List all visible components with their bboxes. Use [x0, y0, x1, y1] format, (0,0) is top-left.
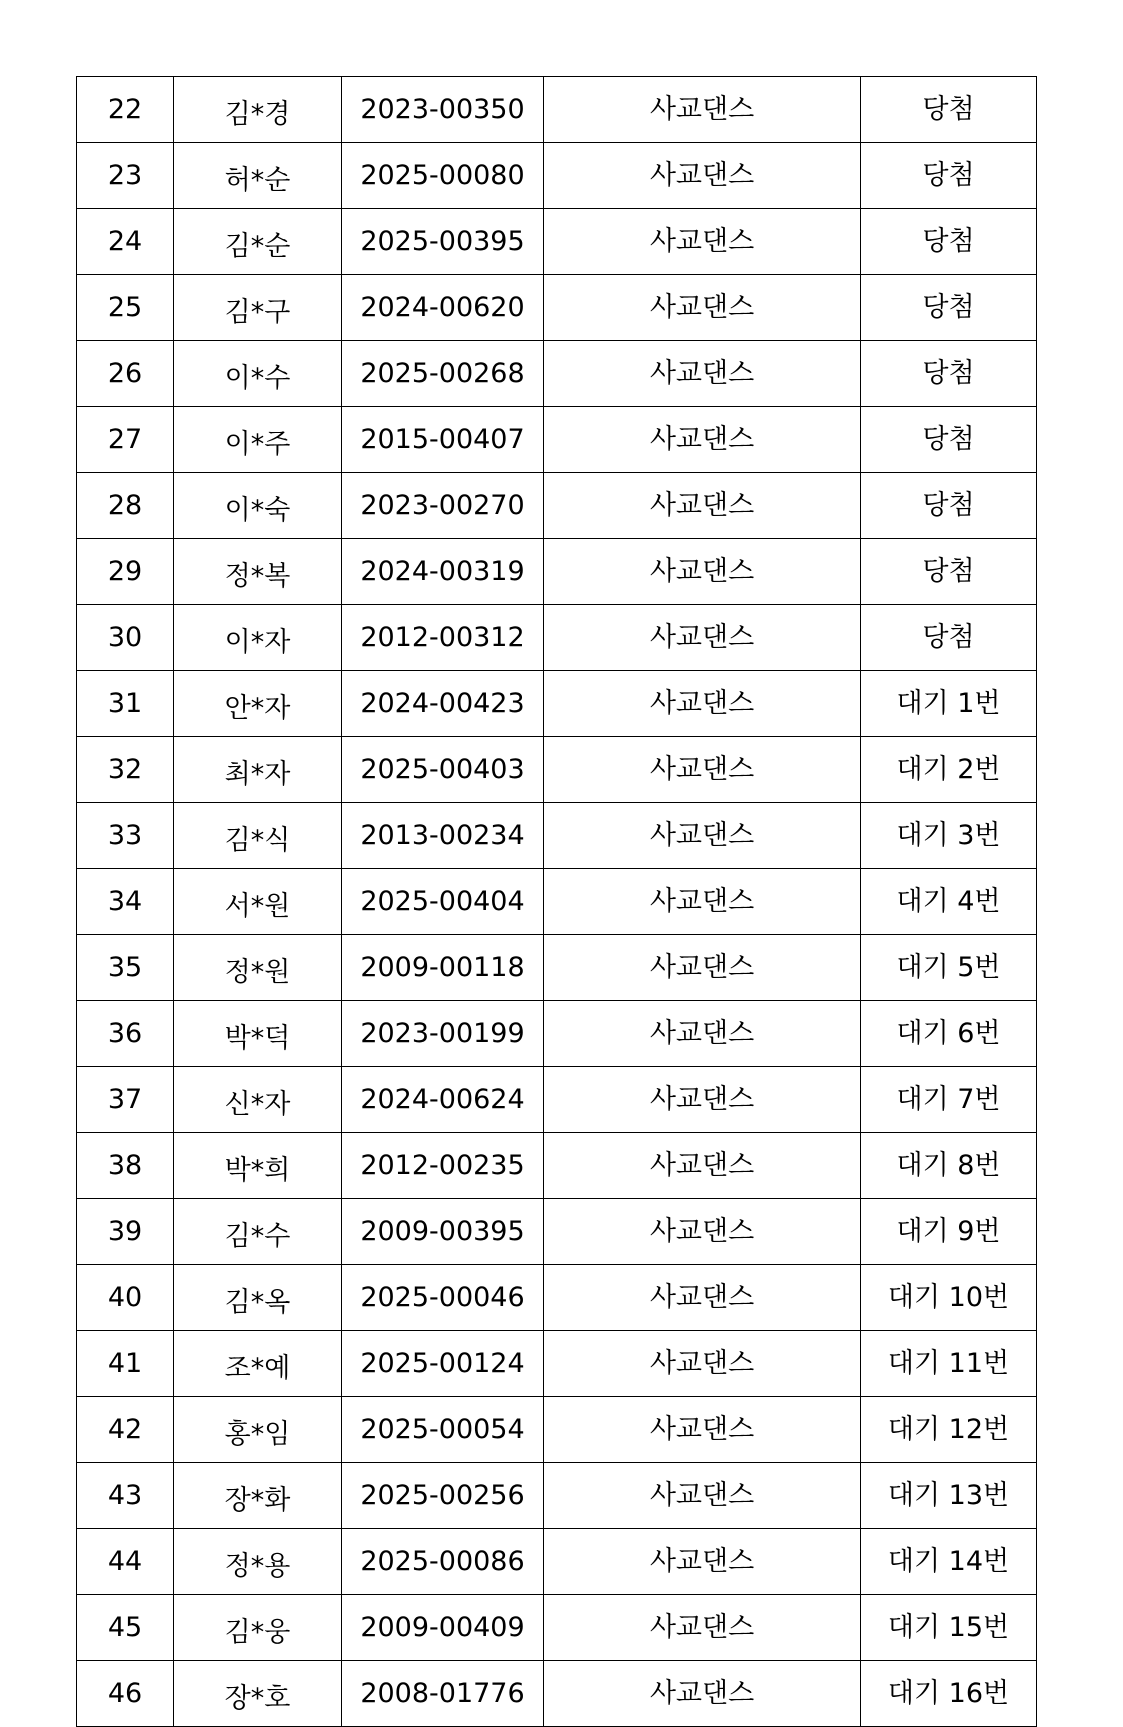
row-number-cell: 33: [77, 803, 174, 869]
result-status-cell: 당첨: [861, 473, 1037, 539]
registration-number-cell: 2013-00234: [342, 803, 544, 869]
program-name-cell: 사교댄스: [544, 539, 861, 605]
result-status-cell: 당첨: [861, 77, 1037, 143]
applicant-name-cell: 박*희: [174, 1133, 342, 1199]
row-number-cell: 38: [77, 1133, 174, 1199]
row-number-cell: 40: [77, 1265, 174, 1331]
table-row: [77, 1067, 1037, 1133]
registration-number-cell: 2025-00268: [342, 341, 544, 407]
result-status-cell: 대기 1번: [861, 671, 1037, 737]
applicant-name-cell: 허*순: [174, 143, 342, 209]
table-row: [77, 935, 1037, 1001]
program-name-cell: 사교댄스: [544, 1133, 861, 1199]
applicant-name-cell: 서*원: [174, 869, 342, 935]
table-row: [77, 143, 1037, 209]
applicant-name-cell: 장*화: [174, 1463, 342, 1529]
table-row: [77, 77, 1037, 143]
lottery-results-table: [76, 76, 1037, 1727]
program-name-cell: 사교댄스: [544, 1397, 861, 1463]
result-status-cell: 대기 6번: [861, 1001, 1037, 1067]
table-row: [77, 1661, 1037, 1727]
row-number-cell: 30: [77, 605, 174, 671]
table-row: [77, 803, 1037, 869]
program-name-cell: 사교댄스: [544, 275, 861, 341]
program-name-cell: 사교댄스: [544, 473, 861, 539]
table-row: [77, 869, 1037, 935]
program-name-cell: 사교댄스: [544, 803, 861, 869]
table-row: [77, 1133, 1037, 1199]
result-status-cell: 당첨: [861, 341, 1037, 407]
applicant-name-cell: 김*식: [174, 803, 342, 869]
applicant-name-cell: 박*덕: [174, 1001, 342, 1067]
program-name-cell: 사교댄스: [544, 1199, 861, 1265]
row-number-cell: 36: [77, 1001, 174, 1067]
result-status-cell: 대기 15번: [861, 1595, 1037, 1661]
program-name-cell: 사교댄스: [544, 1595, 861, 1661]
applicant-name-cell: 정*원: [174, 935, 342, 1001]
result-status-cell: 대기 8번: [861, 1133, 1037, 1199]
program-name-cell: 사교댄스: [544, 1265, 861, 1331]
row-number-cell: 34: [77, 869, 174, 935]
registration-number-cell: 2024-00620: [342, 275, 544, 341]
row-number-cell: 46: [77, 1661, 174, 1727]
registration-number-cell: 2024-00319: [342, 539, 544, 605]
program-name-cell: 사교댄스: [544, 1529, 861, 1595]
program-name-cell: 사교댄스: [544, 209, 861, 275]
registration-number-cell: 2025-00395: [342, 209, 544, 275]
row-number-cell: 45: [77, 1595, 174, 1661]
program-name-cell: 사교댄스: [544, 935, 861, 1001]
row-number-cell: 37: [77, 1067, 174, 1133]
result-status-cell: 대기 2번: [861, 737, 1037, 803]
applicant-name-cell: 정*복: [174, 539, 342, 605]
table-row: [77, 1001, 1037, 1067]
registration-number-cell: 2025-00086: [342, 1529, 544, 1595]
applicant-name-cell: 김*수: [174, 1199, 342, 1265]
result-status-cell: 당첨: [861, 143, 1037, 209]
table-row: [77, 1463, 1037, 1529]
registration-number-cell: 2025-00124: [342, 1331, 544, 1397]
table-row: [77, 605, 1037, 671]
applicant-name-cell: 이*자: [174, 605, 342, 671]
program-name-cell: 사교댄스: [544, 77, 861, 143]
result-status-cell: 당첨: [861, 407, 1037, 473]
table-row: [77, 407, 1037, 473]
applicant-name-cell: 김*웅: [174, 1595, 342, 1661]
registration-number-cell: 2025-00080: [342, 143, 544, 209]
row-number-cell: 22: [77, 77, 174, 143]
table-row: [77, 209, 1037, 275]
registration-number-cell: 2012-00312: [342, 605, 544, 671]
applicant-name-cell: 조*예: [174, 1331, 342, 1397]
result-status-cell: 대기 10번: [861, 1265, 1037, 1331]
row-number-cell: 29: [77, 539, 174, 605]
table-row: [77, 275, 1037, 341]
applicant-name-cell: 안*자: [174, 671, 342, 737]
applicant-name-cell: 이*숙: [174, 473, 342, 539]
row-number-cell: 44: [77, 1529, 174, 1595]
program-name-cell: 사교댄스: [544, 341, 861, 407]
row-number-cell: 41: [77, 1331, 174, 1397]
result-status-cell: 대기 5번: [861, 935, 1037, 1001]
registration-number-cell: 2024-00423: [342, 671, 544, 737]
applicant-name-cell: 신*자: [174, 1067, 342, 1133]
row-number-cell: 35: [77, 935, 174, 1001]
result-status-cell: 대기 7번: [861, 1067, 1037, 1133]
registration-number-cell: 2025-00046: [342, 1265, 544, 1331]
result-status-cell: 당첨: [861, 605, 1037, 671]
row-number-cell: 42: [77, 1397, 174, 1463]
registration-number-cell: 2009-00409: [342, 1595, 544, 1661]
result-status-cell: 당첨: [861, 275, 1037, 341]
table-row: [77, 1331, 1037, 1397]
registration-number-cell: 2025-00054: [342, 1397, 544, 1463]
applicant-name-cell: 홍*임: [174, 1397, 342, 1463]
table-row: [77, 1265, 1037, 1331]
table-row: [77, 671, 1037, 737]
row-number-cell: 39: [77, 1199, 174, 1265]
result-status-cell: 당첨: [861, 539, 1037, 605]
program-name-cell: 사교댄스: [544, 671, 861, 737]
result-status-cell: 대기 11번: [861, 1331, 1037, 1397]
registration-number-cell: 2025-00256: [342, 1463, 544, 1529]
program-name-cell: 사교댄스: [544, 605, 861, 671]
result-status-cell: 대기 12번: [861, 1397, 1037, 1463]
result-status-cell: 대기 3번: [861, 803, 1037, 869]
row-number-cell: 31: [77, 671, 174, 737]
program-name-cell: 사교댄스: [544, 1661, 861, 1727]
table-row: [77, 1397, 1037, 1463]
row-number-cell: 24: [77, 209, 174, 275]
table-body: [77, 77, 1037, 1727]
program-name-cell: 사교댄스: [544, 1067, 861, 1133]
registration-number-cell: 2009-00395: [342, 1199, 544, 1265]
registration-number-cell: 2023-00199: [342, 1001, 544, 1067]
applicant-name-cell: 장*호: [174, 1661, 342, 1727]
program-name-cell: 사교댄스: [544, 1001, 861, 1067]
applicant-name-cell: 김*순: [174, 209, 342, 275]
applicant-name-cell: 최*자: [174, 737, 342, 803]
applicant-name-cell: 김*구: [174, 275, 342, 341]
row-number-cell: 26: [77, 341, 174, 407]
registration-number-cell: 2009-00118: [342, 935, 544, 1001]
registration-number-cell: 2024-00624: [342, 1067, 544, 1133]
table-row: [77, 1595, 1037, 1661]
program-name-cell: 사교댄스: [544, 869, 861, 935]
applicant-name-cell: 김*옥: [174, 1265, 342, 1331]
result-status-cell: 당첨: [861, 209, 1037, 275]
registration-number-cell: 2015-00407: [342, 407, 544, 473]
row-number-cell: 25: [77, 275, 174, 341]
result-status-cell: 대기 13번: [861, 1463, 1037, 1529]
row-number-cell: 23: [77, 143, 174, 209]
row-number-cell: 27: [77, 407, 174, 473]
applicant-name-cell: 이*주: [174, 407, 342, 473]
result-status-cell: 대기 16번: [861, 1661, 1037, 1727]
table-row: [77, 539, 1037, 605]
program-name-cell: 사교댄스: [544, 407, 861, 473]
table-row: [77, 737, 1037, 803]
program-name-cell: 사교댄스: [544, 1463, 861, 1529]
applicant-name-cell: 정*용: [174, 1529, 342, 1595]
table-row: [77, 1199, 1037, 1265]
registration-number-cell: 2023-00350: [342, 77, 544, 143]
applicant-name-cell: 이*수: [174, 341, 342, 407]
row-number-cell: 43: [77, 1463, 174, 1529]
result-status-cell: 대기 4번: [861, 869, 1037, 935]
result-status-cell: 대기 9번: [861, 1199, 1037, 1265]
program-name-cell: 사교댄스: [544, 1331, 861, 1397]
program-name-cell: 사교댄스: [544, 737, 861, 803]
registration-number-cell: 2008-01776: [342, 1661, 544, 1727]
row-number-cell: 32: [77, 737, 174, 803]
registration-number-cell: 2023-00270: [342, 473, 544, 539]
applicant-name-cell: 김*경: [174, 77, 342, 143]
registration-number-cell: 2012-00235: [342, 1133, 544, 1199]
table-row: [77, 1529, 1037, 1595]
registration-number-cell: 2025-00403: [342, 737, 544, 803]
program-name-cell: 사교댄스: [544, 143, 861, 209]
row-number-cell: 28: [77, 473, 174, 539]
registration-number-cell: 2025-00404: [342, 869, 544, 935]
table-row: [77, 473, 1037, 539]
table-row: [77, 341, 1037, 407]
result-status-cell: 대기 14번: [861, 1529, 1037, 1595]
